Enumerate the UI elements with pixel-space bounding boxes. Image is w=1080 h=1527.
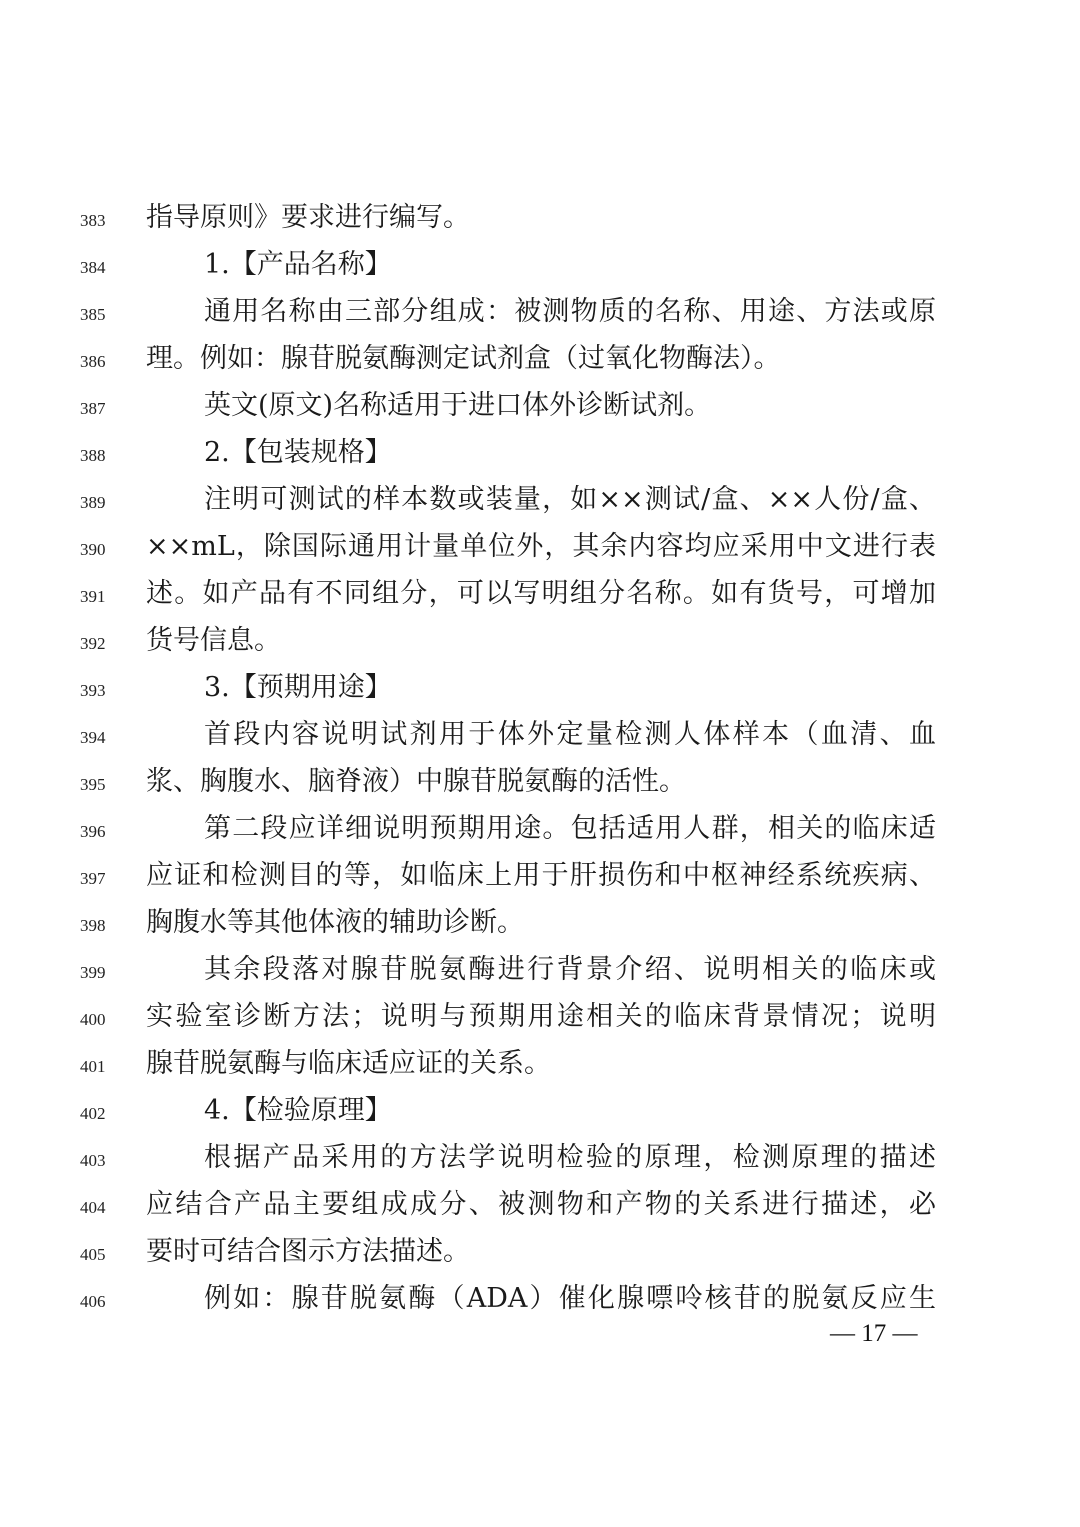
section-heading: 1.【产品名称】: [204, 249, 392, 280]
line-number: 406: [80, 1292, 106, 1311]
line-number: 396: [80, 822, 106, 841]
line-text: 货号信息。: [146, 625, 281, 656]
document-line: [0, 1091, 1080, 1138]
line-text: 理。例如：腺苷脱氨酶测定试剂盒（过氧化物酶法）。: [146, 343, 781, 374]
line-number: 401: [80, 1057, 106, 1076]
line-number: 392: [80, 634, 106, 653]
line-text: 英文(原文)名称适用于进口体外诊断试剂。: [204, 390, 712, 421]
line-number: 395: [80, 775, 106, 794]
line-text: 实验室诊断方法；说明与预期用途相关的临床背景情况；说明: [146, 1001, 936, 1032]
document-line: [0, 1279, 1080, 1326]
line-text: 胸腹水等其他体液的辅助诊断。: [146, 907, 524, 938]
document-line: [0, 997, 1080, 1044]
line-number: 390: [80, 540, 106, 559]
document-line: [0, 1185, 1080, 1232]
line-number: 385: [80, 305, 106, 324]
line-text: 要时可结合图示方法描述。: [146, 1236, 470, 1267]
line-text: 注明可测试的样本数或装量，如××测试/盒、××人份/盒、: [204, 484, 936, 515]
line-number: 402: [80, 1104, 106, 1123]
document-line: [0, 433, 1080, 480]
line-text: 其余段落对腺苷脱氨酶进行背景介绍、说明相关的临床或: [204, 954, 936, 985]
line-text: 例如：腺苷脱氨酶（ADA）催化腺嘌呤核苷的脱氨反应生: [204, 1283, 936, 1314]
line-number: 404: [80, 1198, 106, 1217]
document-line: [0, 903, 1080, 950]
line-number: 389: [80, 493, 106, 512]
line-text: 浆、胸腹水、脑脊液）中腺苷脱氨酶的活性。: [146, 766, 686, 797]
line-text: 首段内容说明试剂用于体外定量检测人体样本（血清、血: [204, 719, 936, 750]
line-text: 指导原则》要求进行编写。: [146, 202, 470, 233]
document-line: [0, 527, 1080, 574]
line-number: 384: [80, 258, 106, 277]
document-line: [0, 574, 1080, 621]
line-text: 腺苷脱氨酶与临床适应证的关系。: [146, 1048, 551, 1079]
line-number: 388: [80, 446, 106, 465]
document-line: [0, 809, 1080, 856]
line-number: 383: [80, 211, 106, 230]
line-text: ××mL，除国际通用计量单位外，其余内容均应采用中文进行表: [146, 531, 936, 562]
document-line: [0, 668, 1080, 715]
document-line: [0, 1044, 1080, 1091]
line-text: 应结合产品主要组成成分、被测物和产物的关系进行描述，必: [146, 1189, 936, 1220]
page-number: — 17 —: [830, 1320, 918, 1347]
document-line: [0, 715, 1080, 762]
line-number: 400: [80, 1010, 106, 1029]
section-heading: 2.【包装规格】: [204, 437, 392, 468]
document-line: [0, 762, 1080, 809]
line-number: 393: [80, 681, 106, 700]
document-line: [0, 1138, 1080, 1185]
line-number: 403: [80, 1151, 106, 1170]
document-line: [0, 198, 1080, 245]
line-number: 405: [80, 1245, 106, 1264]
line-text: 根据产品采用的方法学说明检验的原理，检测原理的描述: [204, 1142, 936, 1173]
line-text: 应证和检测目的等，如临床上用于肝损伤和中枢神经系统疾病、: [146, 860, 936, 891]
line-number: 397: [80, 869, 106, 888]
line-number: 399: [80, 963, 106, 982]
line-number: 398: [80, 916, 106, 935]
line-text: 通用名称由三部分组成：被测物质的名称、用途、方法或原: [204, 296, 936, 327]
section-heading: 4.【检验原理】: [204, 1095, 392, 1126]
document-line: [0, 292, 1080, 339]
line-number: 391: [80, 587, 106, 606]
line-text: 述。如产品有不同组分，可以写明组分名称。如有货号，可增加: [146, 578, 936, 609]
line-number: 387: [80, 399, 106, 418]
document-line: [0, 950, 1080, 997]
document-line: [0, 480, 1080, 527]
document-line: [0, 386, 1080, 433]
line-number: 394: [80, 728, 106, 747]
line-text: 第二段应详细说明预期用途。包括适用人群，相关的临床适: [204, 813, 936, 844]
document-line: [0, 245, 1080, 292]
line-number: 386: [80, 352, 106, 371]
document-line: [0, 1232, 1080, 1279]
section-heading: 3.【预期用途】: [204, 672, 392, 703]
document-line: [0, 339, 1080, 386]
document-line: [0, 621, 1080, 668]
document-line: [0, 856, 1080, 903]
